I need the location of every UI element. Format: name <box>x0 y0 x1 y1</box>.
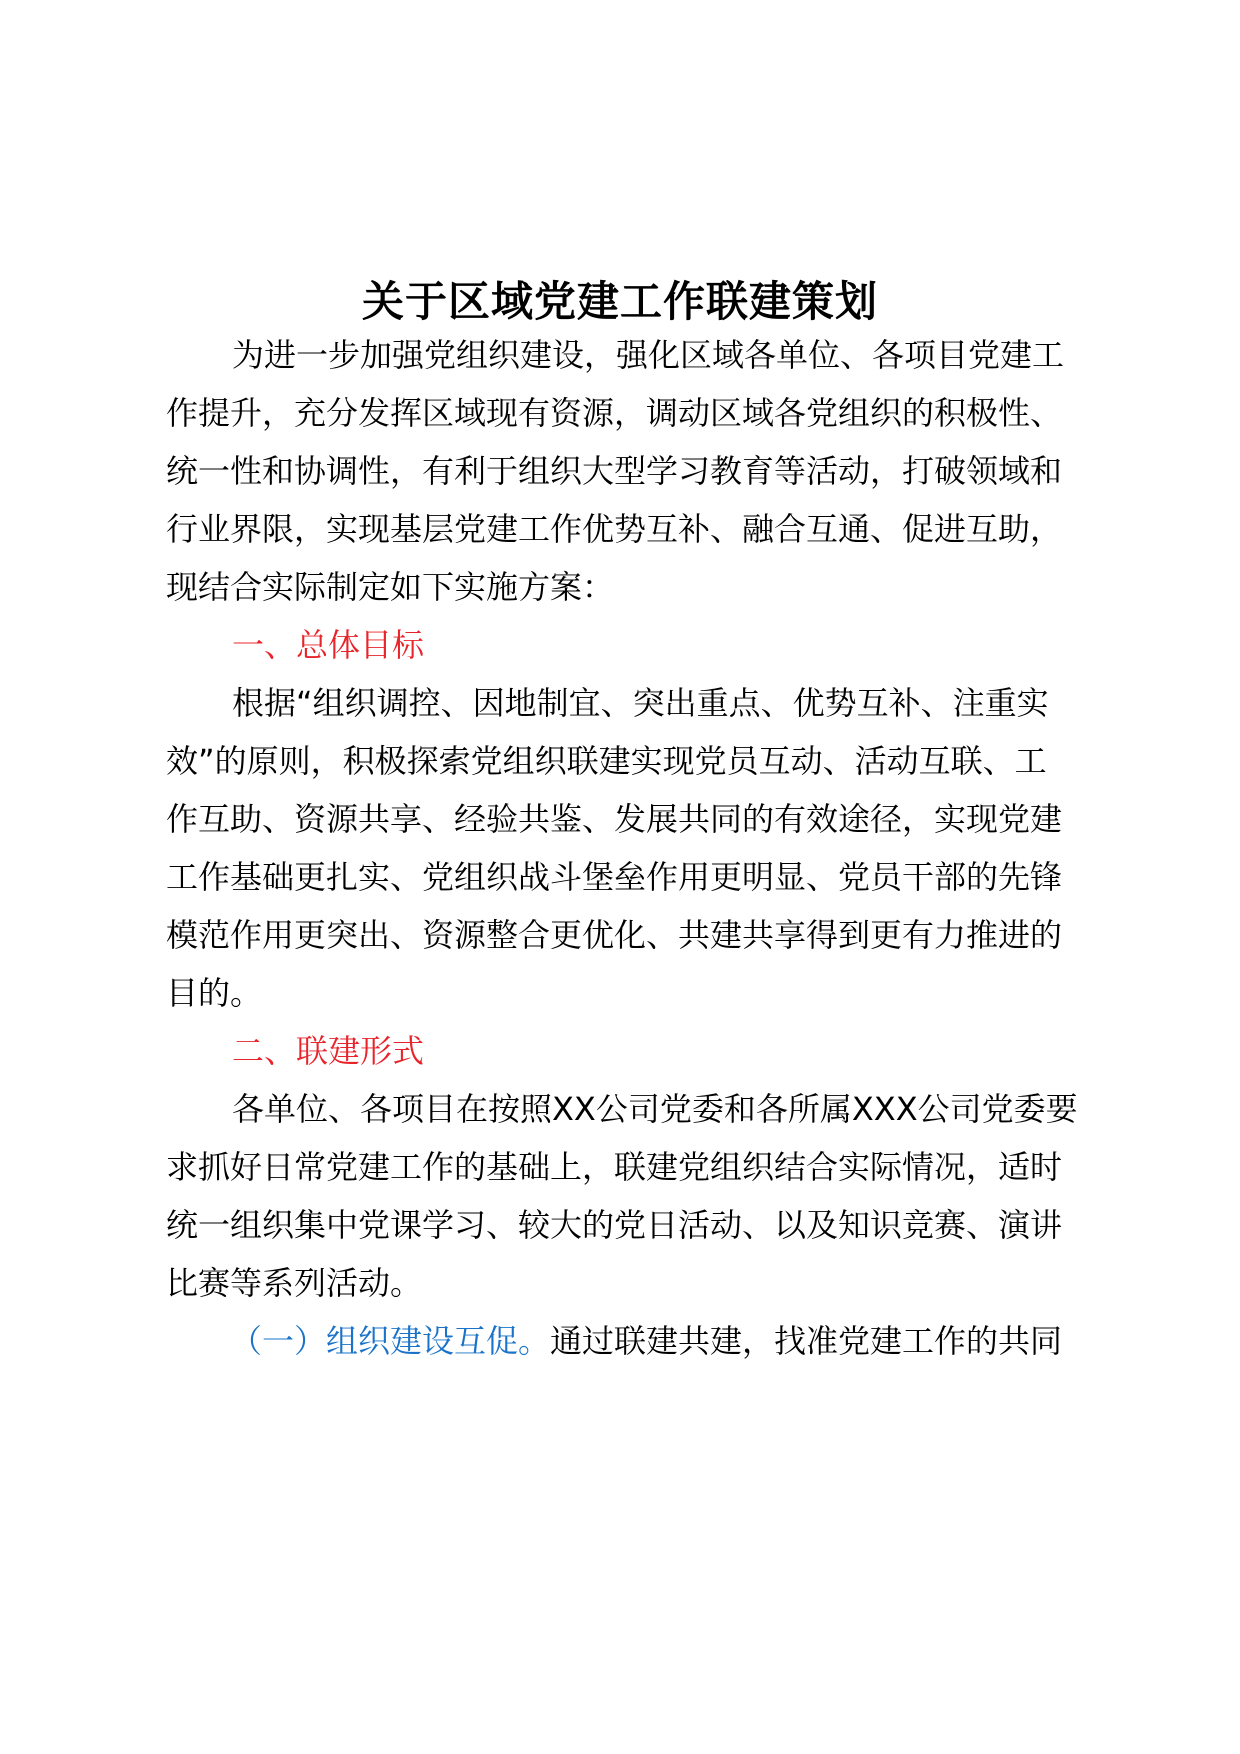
intro-line-2: 作提升，充分发挥区域现有资源，调动区域各党组织的积极性、 <box>166 394 1063 432</box>
section-2-line-4: 比赛等系列活动。 <box>166 1264 423 1302</box>
section-2-line-2: 求抓好日常党建工作的基础上，联建党组织结合实际情况，适时 <box>166 1148 1063 1186</box>
section-1-heading: 一、总体目标 <box>232 626 425 664</box>
document-title: 关于区域党建工作联建策划 <box>361 277 878 326</box>
intro-line-5: 现结合实际制定如下实施方案： <box>166 568 615 606</box>
intro-line-1: 为进一步加强党组织建设，强化区域各单位、各项目党建工 <box>232 336 1065 374</box>
section-2-line-1: 各单位、各项目在按照XX公司党委和各所属XXX公司党委要 <box>232 1090 1078 1128</box>
section-2-heading: 二、联建形式 <box>232 1032 425 1070</box>
section-1-line-4: 工作基础更扎实、党组织战斗堡垒作用更明显、党员干部的先锋 <box>166 858 1063 896</box>
intro-line-3: 统一性和协调性，有利于组织大型学习教育等活动，打破领域和 <box>166 452 1063 490</box>
section-1-line-6: 目的。 <box>166 974 263 1012</box>
subsection-1-heading: （一）组织建设互促。 <box>230 1322 551 1360</box>
intro-line-4: 行业界限，实现基层党建工作优势互补、融合互通、促进互助， <box>166 510 1063 548</box>
section-1-line-3: 作互助、资源共享、经验共鉴、发展共同的有效途径，实现党建 <box>166 800 1063 838</box>
section-1-line-1: 根据“组织调控、因地制宜、突出重点、优势互补、注重实 <box>232 684 1049 722</box>
subsection-1-text: 通过联建共建，找准党建工作的共同 <box>550 1322 1063 1360</box>
section-1-line-5: 模范作用更突出、资源整合更优化、共建共享得到更有力推进的 <box>166 916 1063 954</box>
section-1-line-2: 效”的原则，积极探索党组织联建实现党员互动、活动互联、工 <box>166 742 1047 780</box>
section-2-subsection-1-line <box>230 1319 1062 1363</box>
section-2-line-3: 统一组织集中党课学习、较大的党日活动、以及知识竞赛、演讲 <box>166 1206 1063 1244</box>
